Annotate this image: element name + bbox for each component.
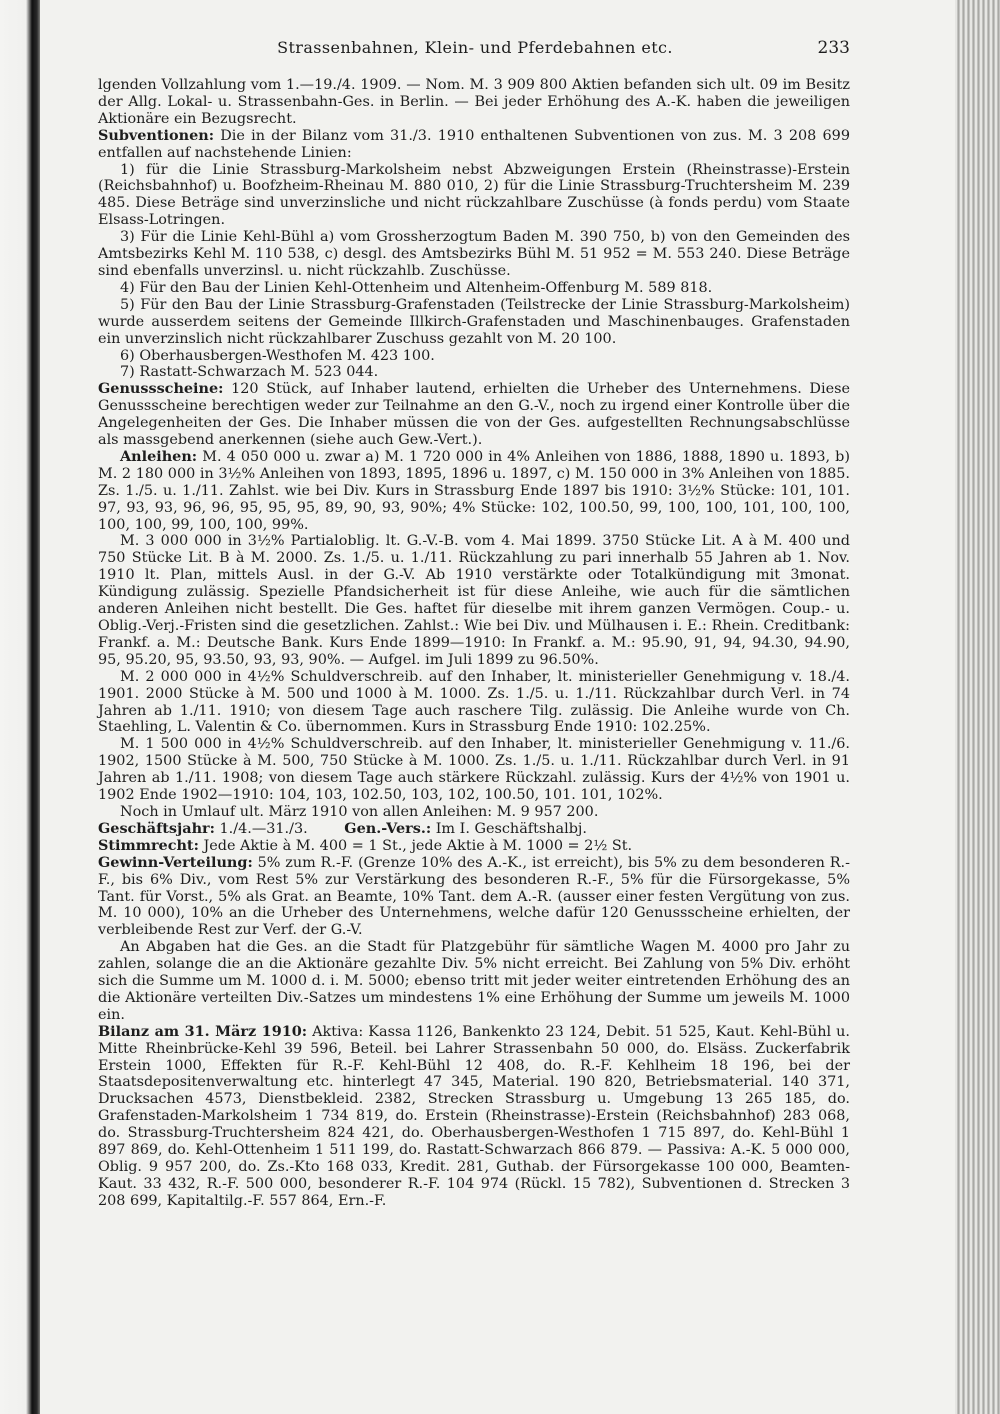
section-label: Gewinn-Verteilung: — [98, 853, 253, 871]
paragraph-anleihen — [98, 449, 850, 534]
paragraph-stimmrecht — [98, 838, 850, 855]
page-number: 233 — [817, 38, 850, 58]
paragraph-text: Aktiva: Kassa 1126, Bankenkto 23 124, Debit. 51 525, Kaut. Kehl-Bühl u. Mitte Rheinbrücke-Kehl 39 596, Beteil. bei Lahrer Strassenbahn 50 000, do. Elsäss. Zuckerfabrik Erstein 1000, Effekten für R.-F. Kehl-Bühl 12 408, do. R.-F. Kehlheim 18 196, bei der Staatsdepositenverwaltung etc. hinterlegt 47 345, Material. 190 820, Betriebsmaterial. 140 371, Drucksachen 4573, Dienstbekleid. 2382, Strecken Strassburg u. Umgebung 13 265 185, do. Grafenstaden-Markolsheim 1 734 819, do. Erstein (Rheinstrasse)-Erstein (Reichsbahnhof) 283 068, do. Strassburg-Truchtersheim 824 421, do. Oberhausbergen-Westhofen 1 715 897, do. Kehl-Bühl 1 897 869, do. Kehl-Ottenheim 1 511 199, do. Rastatt-Schwarzach 866 879. — Passiva: A.-K. 5 000 000, Oblig. 9 957 200, do. Zs.-Kto 168 033, Kredit. 281, Guthab. der Fürsorgekasse 100 000, Beamten-Kaut. 33 432, R.-F. 500 000, besonderer R.-F. 104 974 (Rückl. 15 782), Subventionen d. Strecken 3 208 699, Kapitaltilg.-F. 557 864, Ern.-F. — [98, 1023, 850, 1209]
paragraph-text: 3) Für die Linie Kehl-Bühl a) vom Grossherzogtum Baden M. 390 750, b) von den Gemeinden des Amtsbezirks Kehl M. 110 538, c) desgl. des Amtsbezirks Bühl M. 51 952 = M. 553 240. Diese Beträge sind ebenfalls unverzinsl. u. nicht rückzahlb. Zuschüsse. — [98, 229, 850, 279]
paragraph-share-capital — [98, 77, 850, 128]
paragraph-text: Jede Aktie à M. 400 = 1 St., jede Aktie à M. 1000 = 2½ St. — [203, 837, 633, 854]
paragraph-umlauf — [98, 804, 850, 821]
page-edges — [955, 0, 1000, 1414]
running-title: Strassenbahnen, Klein- und Pferdebahnen etc. — [277, 38, 673, 57]
paragraph-line-6 — [98, 348, 850, 365]
section-label: Gen.-Vers.: — [344, 819, 432, 837]
paragraph-line-3 — [98, 229, 850, 280]
page-body — [98, 77, 850, 1210]
paragraph-geschaeftsjahr — [98, 821, 850, 838]
paragraph-text: lgenden Vollzahlung vom 1.—19./4. 1909. — Nom. M. 3 909 800 Aktien befanden sich ult. 09 im Besitz der Allg. Lokal- u. Strassenbahn-Ges. in Berlin. — Bei jeder Erhöhung des A.-K. haben die jeweiligen Aktionäre ein Bezugsrecht. — [98, 77, 850, 127]
paragraph-text: 4) Für den Bau der Linien Kehl-Ottenheim und Altenheim-Offenburg M. 589 818. — [120, 279, 713, 296]
section-label: Bilanz am 31. März 1910: — [98, 1022, 308, 1040]
paragraph-line-4 — [98, 280, 850, 297]
paragraph-text: 7) Rastatt-Schwarzach M. 523 044. — [120, 364, 379, 381]
paragraph-genussscheine — [98, 381, 850, 449]
section-label: Anleihen: — [120, 447, 198, 465]
paragraph-gewinn-verteilung — [98, 855, 850, 940]
section-label: Geschäftsjahr: — [98, 819, 215, 837]
paragraph-text: M. 2 000 000 in 4½% Schuldverschreib. auf den Inhaber, lt. ministerieller Genehmigung v. 18./4. 1901. 2000 Stücke à M. 500 und 1000 à M. 1000. Zs. 1./5. u. 1./11. Rückzahlbar durch Verl. in 74 Jahren ab 1./11. 1910; von diesem Tage auch raschere Tilg. zulässig. Die Anleihe wurde von Ch. Staehling, L. Valentin & Co. übernommen. Kurs in Strassburg Ende 1910: 102.25%. — [98, 668, 850, 736]
paragraph-text: Im I. Geschäftshalbj. — [435, 820, 587, 837]
paragraph-text: M. 1 500 000 in 4½% Schuldverschreib. auf den Inhaber, lt. ministerieller Genehmigung v. 11./6. 1902, 1500 Stücke à M. 500, 750 Stücke à M. 1000. Zs. 1./5. u. 1./11. Rückzahlbar durch Verl. in 91 Jahren ab 1./11. 1908; von diesem Tage auch stärkere Rückzahl. zulässig. Kurs der 4½% von 1901 u. 1902 Ende 1902—1910: 104, 103, 102.50, 103, 102, 100.50, 101. 101, 102%. — [98, 736, 850, 804]
paragraph-line-5 — [98, 297, 850, 348]
paragraph-schuldverschreib-1902 — [98, 736, 850, 804]
paragraph-text: M. 4 050 000 u. zwar a) M. 1 720 000 in 4% Anleihen von 1886, 1888, 1890 u. 1893, b) M. 2 180 000 in 3½% Anleihen von 1893, 1895, 1896 u. 1897, c) M. 150 000 in 3% Anleihen von 1885. Zs. 1./5. u. 1./11. Zahlst. wie bei Div. Kurs in Strassburg Ende 1897 bis 1910: 3½% Stücke: 101, 101. 97, 93, 93, 96, 96, 95, 95, 95, 89, 90, 93, 90%; 4% Stücke: 102, 100.50, 99, 100, 100, 101, 100, 100, 100, 100, 99, 100, 100, 99%. — [98, 448, 850, 533]
section-label: Subventionen: — [98, 126, 215, 144]
book-spine — [0, 0, 40, 1414]
paragraph-text: Noch in Umlauf ult. März 1910 von allen Anleihen: M. 9 957 200. — [120, 803, 599, 820]
paragraph-text: 120 Stück, auf Inhaber lautend, erhielten die Urheber des Unternehmens. Diese Genussscheine berechtigen weder zur Teilnahme an den G.-V., noch zu irgend einer Kontrolle über die Angelegenheiten der Ges. Die Inhaber müssen die von der Ges. aufgestellten Rechnungsabschlüsse als massgebend anerkennen (siehe auch Gew.-Vert.). — [98, 381, 850, 449]
paragraph-line-1-2 — [98, 162, 850, 230]
paragraph-bilanz — [98, 1024, 850, 1210]
paragraph-line-7 — [98, 364, 850, 381]
page-header — [100, 38, 850, 62]
paragraph-text: 1) für die Linie Strassburg-Markolsheim nebst Abzweigungen Erstein (Rheinstrasse)-Erstein (Reichsbahnhof) u. Boofzheim-Rheinau M. 880 010, 2) für die Linie Strassburg-Truchtersheim M. 239 485. Diese Beträge sind unverzinsliche und nicht rückzahlbare Zuschüsse (à fonds perdu) vom Staate Elsass-Lotringen. — [98, 161, 850, 229]
paragraph-text: M. 3 000 000 in 3½% Partialoblig. lt. G.-V.-B. vom 4. Mai 1899. 3750 Stücke Lit. A à M. 400 und 750 Stücke Lit. B à M. 2000. Zs. 1./5. u. 1./11. Rückzahlung zu pari innerhalb 55 Jahren ab 1. Nov. 1910 lt. Plan, mittels Ausl. in der G.-V. Ab 1910 verstärkte oder Totalkündigung mit 3monat. Kündigung zulässig. Spezielle Pfandsicherheit ist für diese Anleihe, wie auch für die sämtlichen anderen Anleihen nicht bestellt. Die Ges. haftet für dieselbe mit ihrem ganzen Vermögen. Coup.- u. Oblig.-Verj.-Fristen sind die gesetzlichen. Zahlst.: Wie bei Div. und Mülhausen i. E.: Rhein. Creditbank: Frankf. a. M.: Deutsche Bank. Kurs Ende 1899—1910: In Frankf. a. M.: 95.90, 91, 94, 94.30, 94.90, 95, 95.20, 95, 93.50, 93, 93, 90%. — Aufgel. im Juli 1899 zu 96.50%. — [98, 533, 850, 668]
section-label: Stimmrecht: — [98, 836, 199, 854]
paragraph-partialoblig — [98, 533, 850, 668]
paragraph-text: 5) Für den Bau der Linie Strassburg-Grafenstaden (Teilstrecke der Linie Strassburg-Markolsheim) wurde ausserdem seitens der Gemeinde Illkirch-Grafenstaden und Maschinenbauges. Grafenstaden ein unverzinslich nicht rückzahlbarer Zuschuss gezahlt von M. 20 100. — [98, 296, 850, 347]
paragraph-text: An Abgaben hat die Ges. an die Stadt für Platzgebühr für sämtliche Wagen M. 4000 pro Jahr zu zahlen, solange die an die Aktionäre gezahlte Div. 5% nicht erreicht. Bei Zahlung von 5% Div. erhöht sich die Summe um M. 1000 d. i. M. 5000; ebenso tritt mit jeder weiter eintretenden Erhöhung des an die Aktionäre verteilten Div.-Satzes um mindestens 1% eine Erhöhung der Summe um jeweils M. 1000 ein. — [98, 939, 850, 1023]
paragraph-schuldverschreib-1901 — [98, 669, 850, 737]
paragraph-abgaben — [98, 939, 850, 1024]
paragraph-text: 5% zum R.-F. (Grenze 10% des A.-K., ist erreicht), bis 5% zu dem besonderen R.-F., bis 6% Div., vom Rest 5% zur Verstärkung des besonderen R.-F., 5% für die Fürsorgekasse, 5% Tant. für Vorst., 5% als Grat. an Beamte, 10% Tant. dem A.-R. (ausser einer festen Vergütung von zus. M. 10 000), 10% an die Urheber des Unternehmens, welche dafür 120 Genussscheine erhielten, der verbleibende Rest zur Verf. der G.-V. — [98, 854, 850, 939]
paragraph-subventionen — [98, 128, 850, 162]
paragraph-text: 6) Oberhausbergen-Westhofen M. 423 100. — [120, 347, 435, 364]
paragraph-text: 1./4.—31./3. — [219, 820, 308, 837]
section-label: Genussscheine: — [98, 380, 224, 398]
paragraph-text: Die in der Bilanz vom 31./3. 1910 enthaltenen Subventionen von zus. M. 3 208 699 entfallen auf nachstehende Linien: — [98, 127, 850, 161]
